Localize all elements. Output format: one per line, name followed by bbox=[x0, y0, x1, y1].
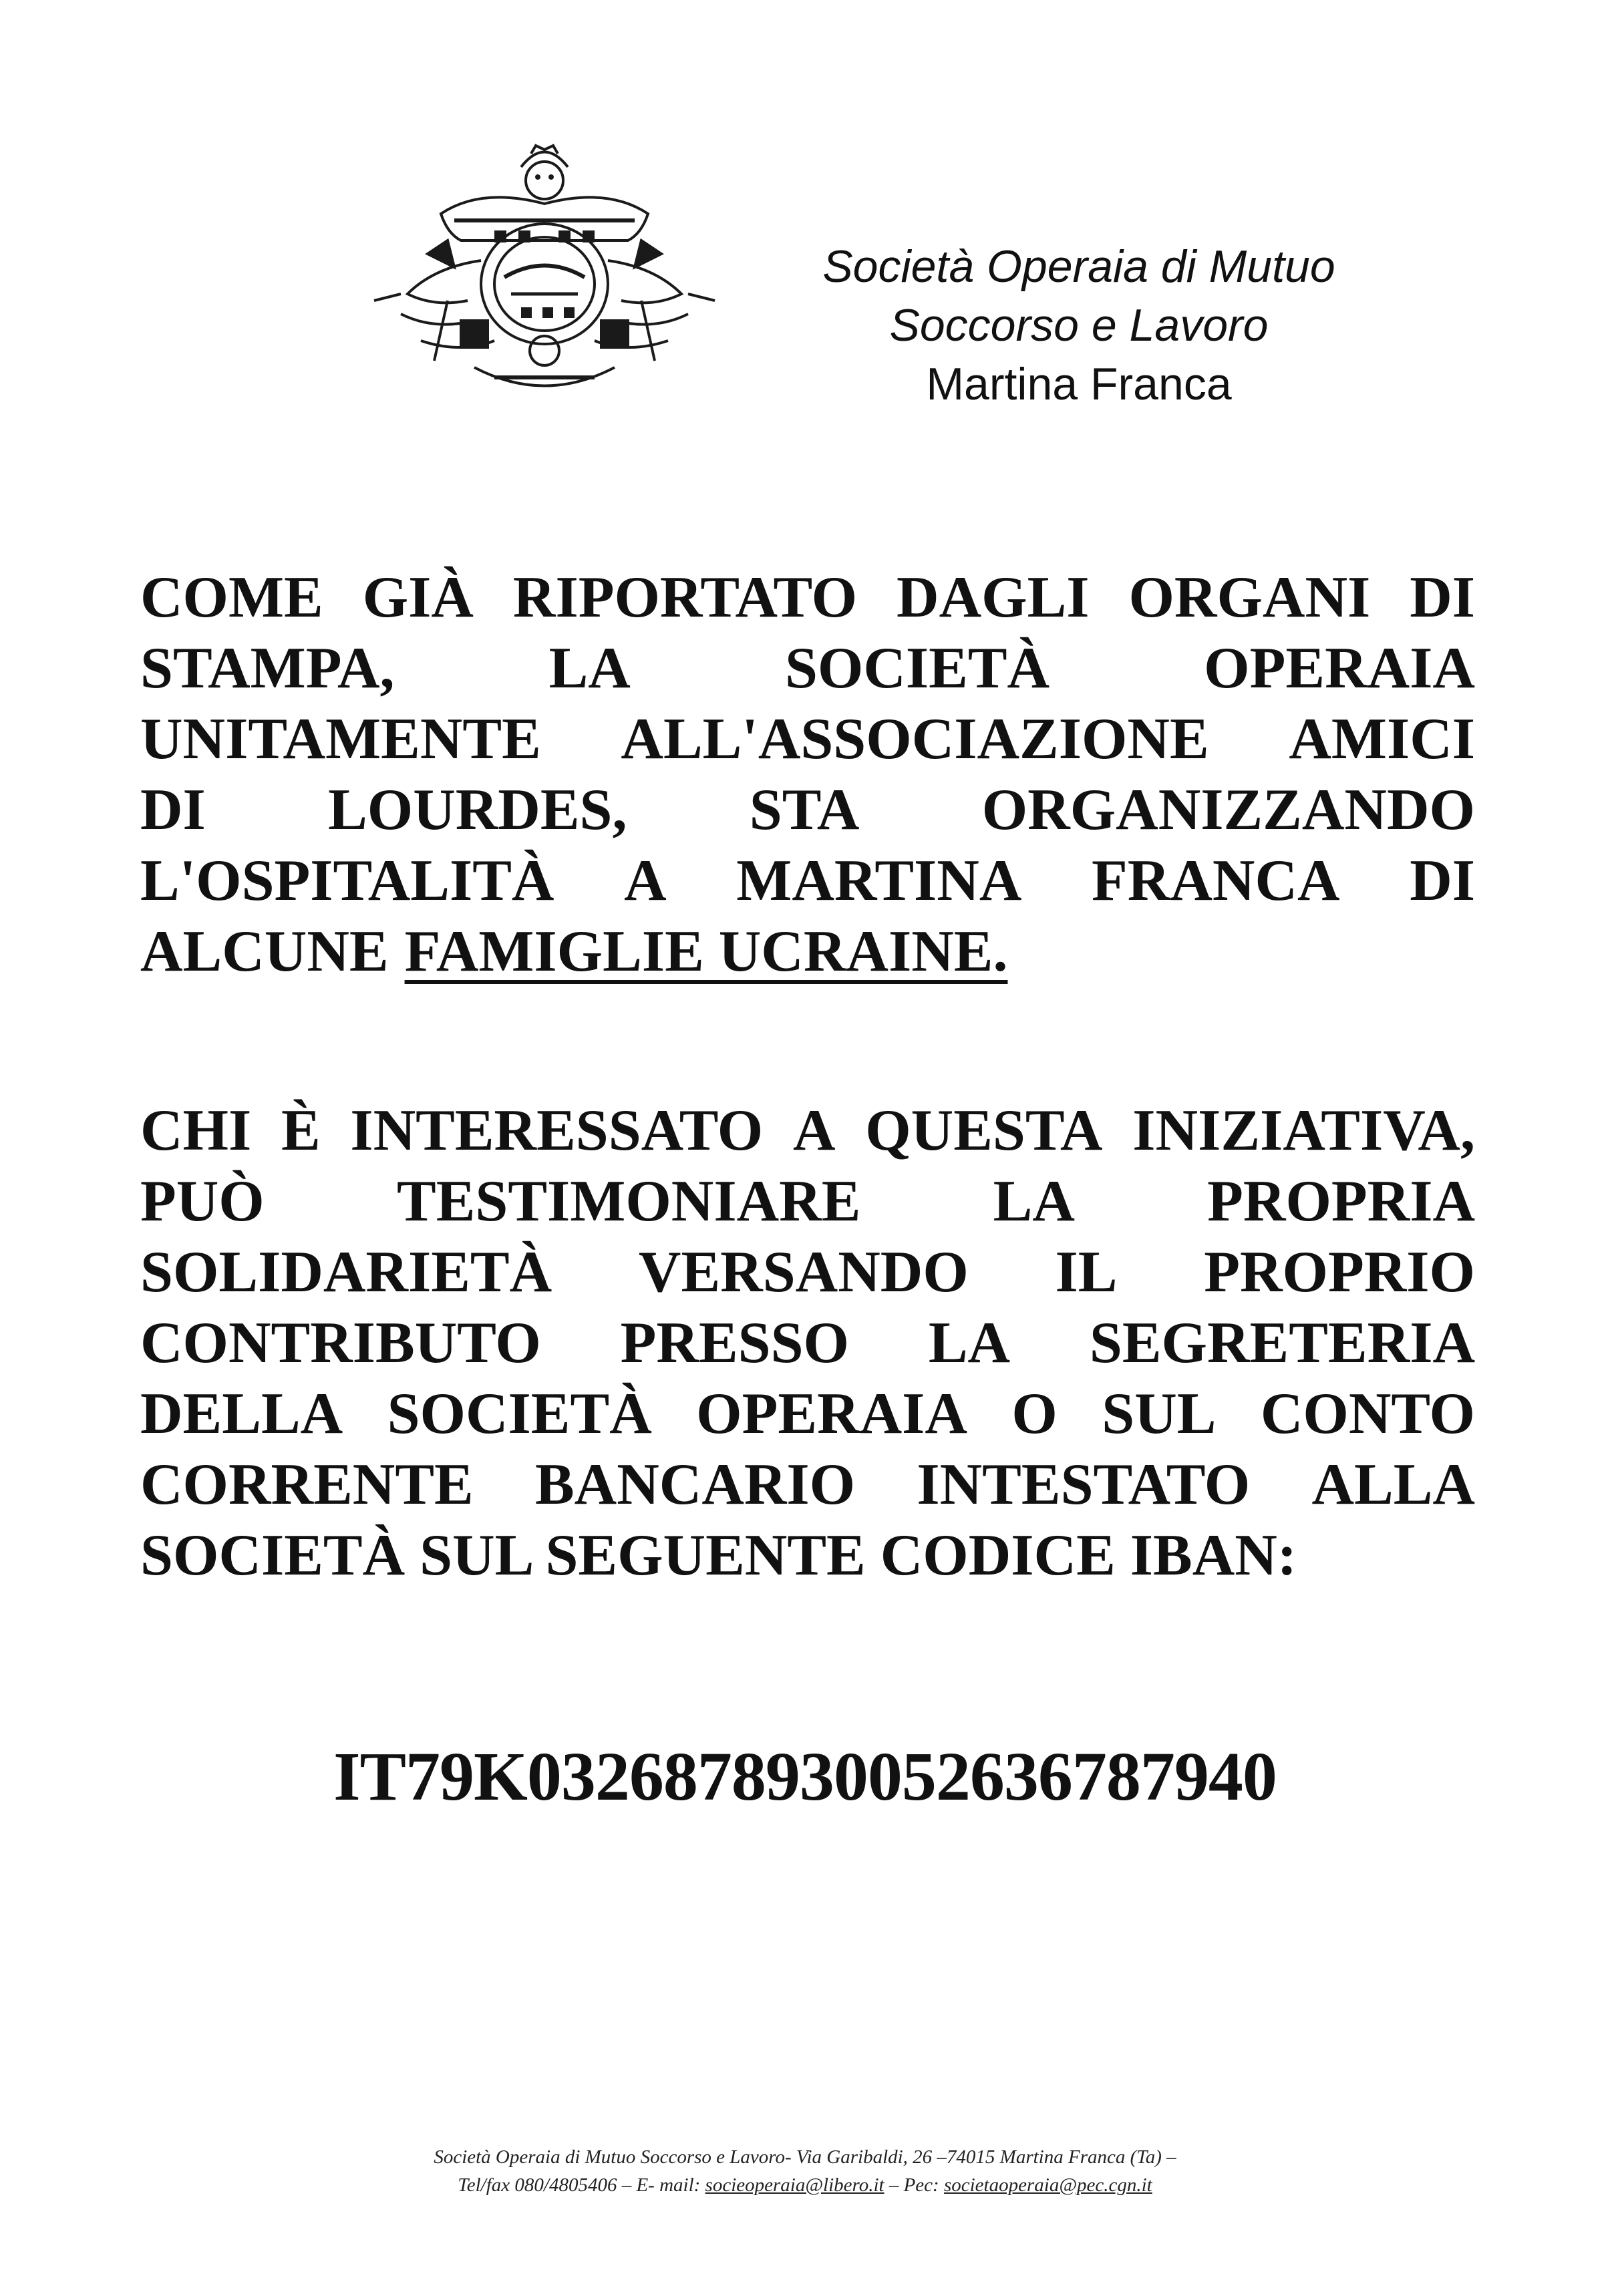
word: STA bbox=[749, 778, 860, 842]
word: CHI bbox=[140, 1098, 252, 1163]
word: ALL'ASSOCIAZIONE bbox=[621, 707, 1209, 772]
paragraph-line bbox=[140, 562, 1475, 633]
word: INIZIATIVA, bbox=[1132, 1098, 1475, 1163]
underlined-emphasis: FAMIGLIE UCRAINE. bbox=[404, 919, 1008, 984]
paragraph-line bbox=[140, 633, 1475, 704]
footer-pec-label: – Pec: bbox=[889, 2174, 939, 2196]
word: ORGANI bbox=[1128, 565, 1371, 630]
word: ALCUNE bbox=[140, 919, 389, 984]
word: VERSANDO bbox=[638, 1240, 969, 1305]
paragraph-line bbox=[140, 1308, 1475, 1379]
paragraph-line bbox=[140, 775, 1475, 846]
word: TESTIMONIARE bbox=[397, 1169, 861, 1234]
word: INTERESSATO bbox=[350, 1098, 764, 1163]
word: A bbox=[792, 1098, 836, 1163]
word: SEGRETERIA bbox=[1089, 1311, 1475, 1375]
word: RIPORTATO bbox=[512, 565, 858, 630]
word: STAMPA, bbox=[140, 636, 395, 701]
org-name-line2: Soccorso e Lavoro bbox=[889, 300, 1269, 351]
word: LA bbox=[548, 636, 631, 701]
iban-code: IT79K0326878930052636787940 bbox=[333, 1738, 1277, 1815]
paragraph-line bbox=[140, 846, 1475, 917]
word: È bbox=[281, 1098, 321, 1163]
word: PUÒ bbox=[140, 1169, 265, 1234]
email-link[interactable]: socieoperaia@libero.it bbox=[705, 2174, 884, 2196]
paragraph-line bbox=[140, 1379, 1475, 1450]
org-name-line1: Società Operaia di Mutuo bbox=[822, 241, 1335, 292]
word: DI bbox=[1410, 848, 1475, 913]
word: A bbox=[624, 848, 667, 913]
paragraph-line bbox=[140, 1450, 1475, 1520]
word: LOURDES, bbox=[328, 778, 627, 842]
word: PROPRIA bbox=[1207, 1169, 1475, 1234]
word: BANCARIO bbox=[534, 1452, 856, 1517]
word: COME bbox=[140, 565, 323, 630]
word: PROPRIO bbox=[1204, 1240, 1475, 1305]
org-city: Martina Franca bbox=[926, 359, 1232, 409]
word: ALLA bbox=[1311, 1452, 1475, 1517]
footer bbox=[0, 2143, 1610, 2199]
word: AMICI bbox=[1289, 707, 1475, 772]
word: FRANCA bbox=[1092, 848, 1340, 913]
word: SOCIETÀ bbox=[784, 636, 1050, 701]
word: LA bbox=[928, 1311, 1011, 1375]
word: SOLIDARIETÀ bbox=[140, 1240, 552, 1305]
word: ORGANIZZANDO bbox=[981, 778, 1475, 842]
paragraph-line bbox=[140, 1166, 1475, 1237]
word: PRESSO bbox=[620, 1311, 850, 1375]
paragraph-line bbox=[140, 1520, 1475, 1591]
donation-paragraph bbox=[140, 1096, 1475, 1591]
word: QUESTA bbox=[865, 1098, 1103, 1163]
word: LA bbox=[993, 1169, 1075, 1234]
word: MARTINA bbox=[736, 848, 1022, 913]
word: UNITAMENTE bbox=[140, 707, 541, 772]
footer-contacts bbox=[0, 2171, 1610, 2199]
word: IL bbox=[1055, 1240, 1118, 1305]
society-emblem-icon bbox=[361, 140, 728, 407]
paragraph-line bbox=[140, 917, 1475, 987]
paragraph-line bbox=[140, 704, 1475, 775]
paragraph-last-line: SOCIETÀ SUL SEGUENTE CODICE IBAN: bbox=[140, 1523, 1297, 1588]
word: CORRENTE bbox=[140, 1452, 474, 1517]
word: SOCIETÀ bbox=[387, 1381, 652, 1446]
word: CONTRIBUTO bbox=[140, 1311, 541, 1375]
word: CONTO bbox=[1260, 1381, 1475, 1446]
word: DI bbox=[1410, 565, 1475, 630]
word: DELLA bbox=[140, 1381, 343, 1446]
word: INTESTATO bbox=[917, 1452, 1251, 1517]
word: DAGLI bbox=[897, 565, 1090, 630]
paragraph-line bbox=[140, 1096, 1475, 1166]
announcement-paragraph bbox=[140, 562, 1475, 987]
word: L'OSPITALITÀ bbox=[140, 848, 554, 913]
footer-address: Società Operaia di Mutuo Soccorso e Lavoro- Via Garibaldi, 26 –74015 Martina Franca (Ta) – bbox=[434, 2146, 1176, 2168]
organization-header bbox=[788, 237, 1370, 414]
word: OPERAIA bbox=[1204, 636, 1475, 701]
word: O bbox=[1011, 1381, 1058, 1446]
paragraph-line bbox=[140, 1237, 1475, 1308]
pec-link[interactable]: societaoperaia@pec.cgn.it bbox=[943, 2174, 1152, 2196]
word: SUL bbox=[1102, 1381, 1217, 1446]
word: GIÀ bbox=[362, 565, 474, 630]
word: DI bbox=[140, 778, 206, 842]
footer-phone: Tel/fax 080/4805406 – E- mail: bbox=[458, 2174, 701, 2196]
word: OPERAIA bbox=[696, 1381, 967, 1446]
